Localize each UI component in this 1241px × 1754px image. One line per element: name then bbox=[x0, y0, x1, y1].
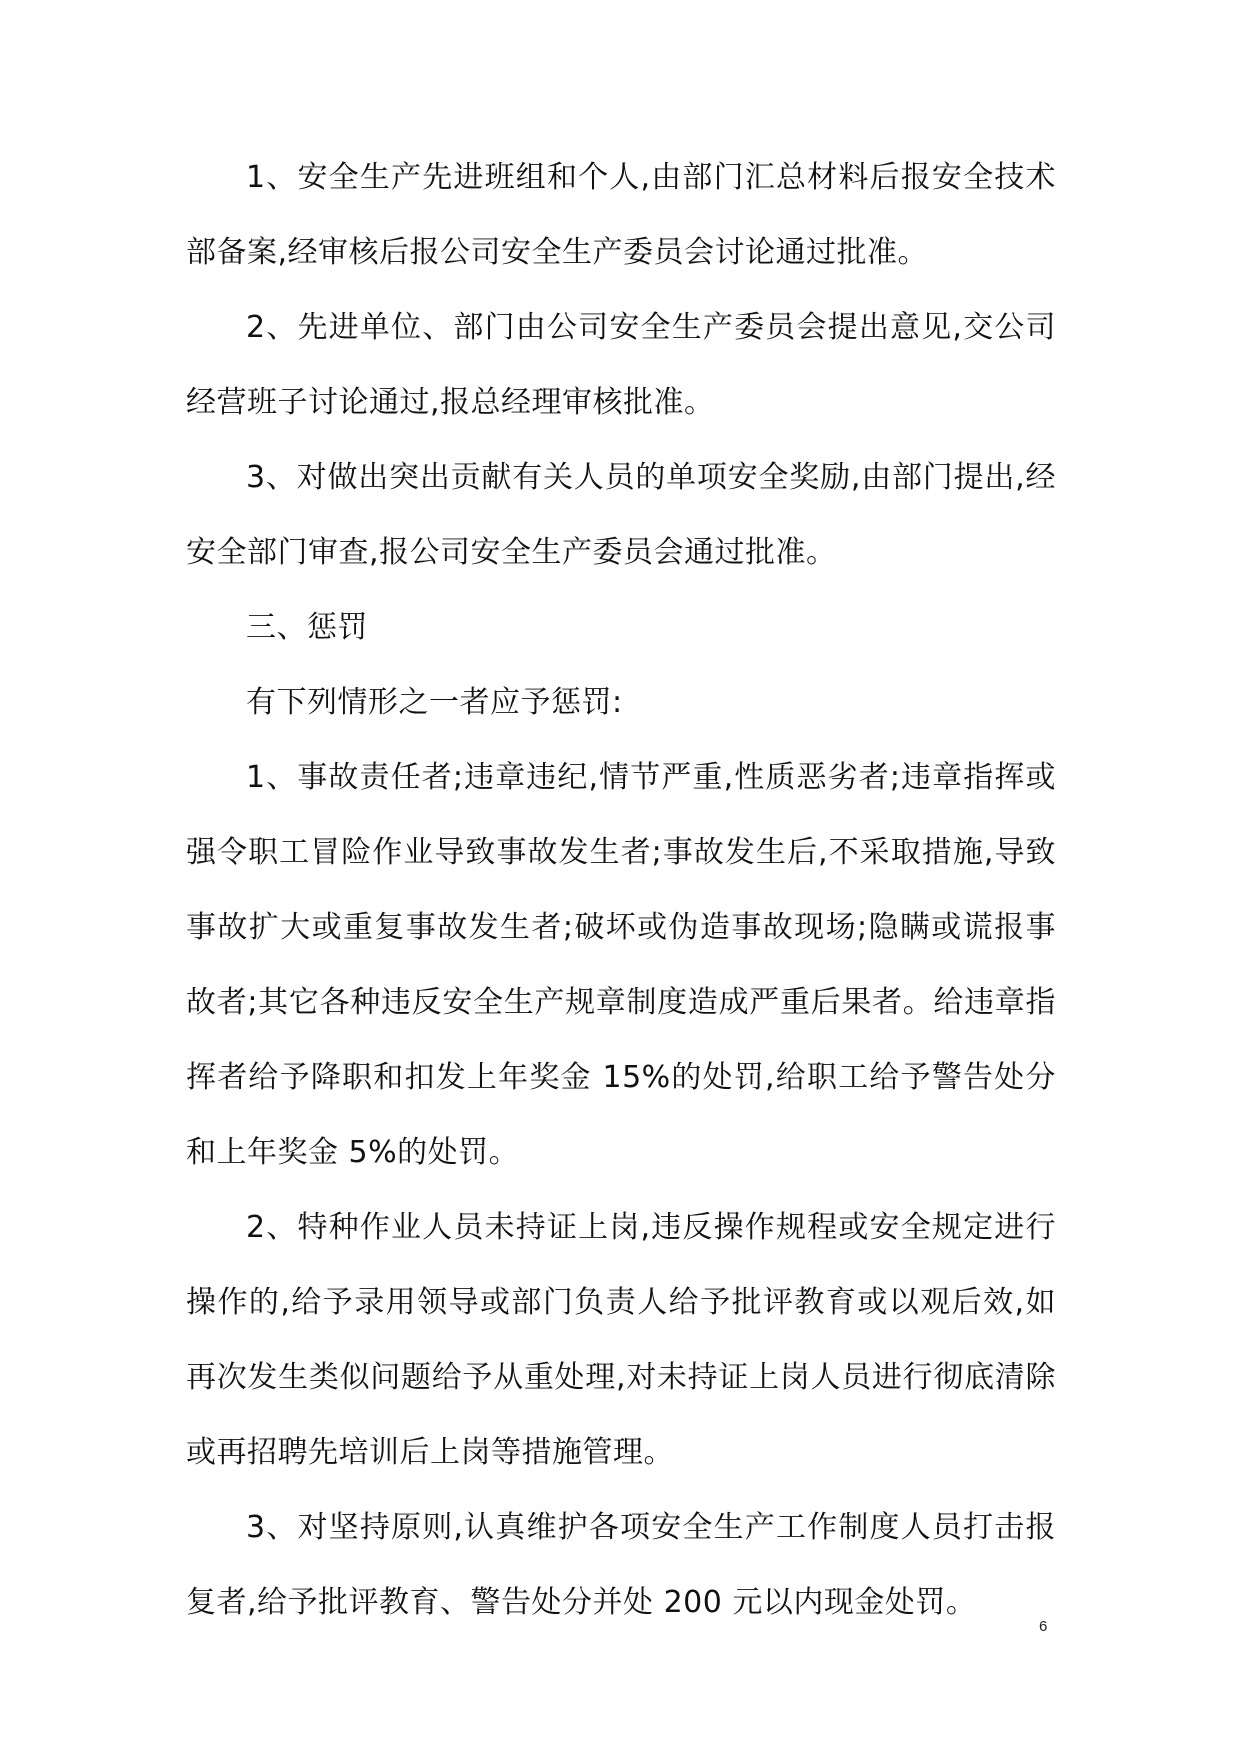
paragraph-4: 1、事故责任者;违章违纪,情节严重,性质恶劣者;违章指挥或强令职工冒险作业导致事故发生者;事故发生后,不采取措施,导致事故扩大或重复事故发生者;破坏或伪造事故现场;隐瞒或谎报事故者;其它各种违反安全生产规章制度造成严重后果者。给违章指挥者给予降职和扣发上年奖金 15%的处罚,给职工给予警告处分和上年奖金 5%的处罚。 bbox=[186, 760, 1056, 1170]
paragraph-intro: 有下列情形之一者应予惩罚: bbox=[246, 685, 623, 720]
paragraph-1: 1、安全生产先进班组和个人,由部门汇总材料后报安全技术部备案,经审核后报公司安全生产委员会讨论通过批准。 bbox=[186, 160, 1056, 270]
paragraph-3: 3、对做出突出贡献有关人员的单项安全奖励,由部门提出,经安全部门审查,报公司安全生产委员会通过批准。 bbox=[186, 460, 1056, 570]
document-body bbox=[186, 140, 1056, 1640]
page-number: 6 bbox=[1039, 1618, 1048, 1635]
paragraph-6: 3、对坚持原则,认真维护各项安全生产工作制度人员打击报复者,给予批评教育、警告处分并处 200 元以内现金处罚。 bbox=[186, 1510, 1056, 1620]
paragraph-5: 2、特种作业人员未持证上岗,违反操作规程或安全规定进行操作的,给予录用领导或部门负责人给予批评教育或以观后效,如再次发生类似问题给予从重处理,对未持证上岗人员进行彻底清除或再招聘先培训后上岗等措施管理。 bbox=[186, 1210, 1056, 1470]
paragraph-2: 2、先进单位、部门由公司安全生产委员会提出意见,交公司经营班子讨论通过,报总经理审核批准。 bbox=[186, 310, 1056, 420]
section-heading: 三、惩罚 bbox=[246, 610, 368, 645]
